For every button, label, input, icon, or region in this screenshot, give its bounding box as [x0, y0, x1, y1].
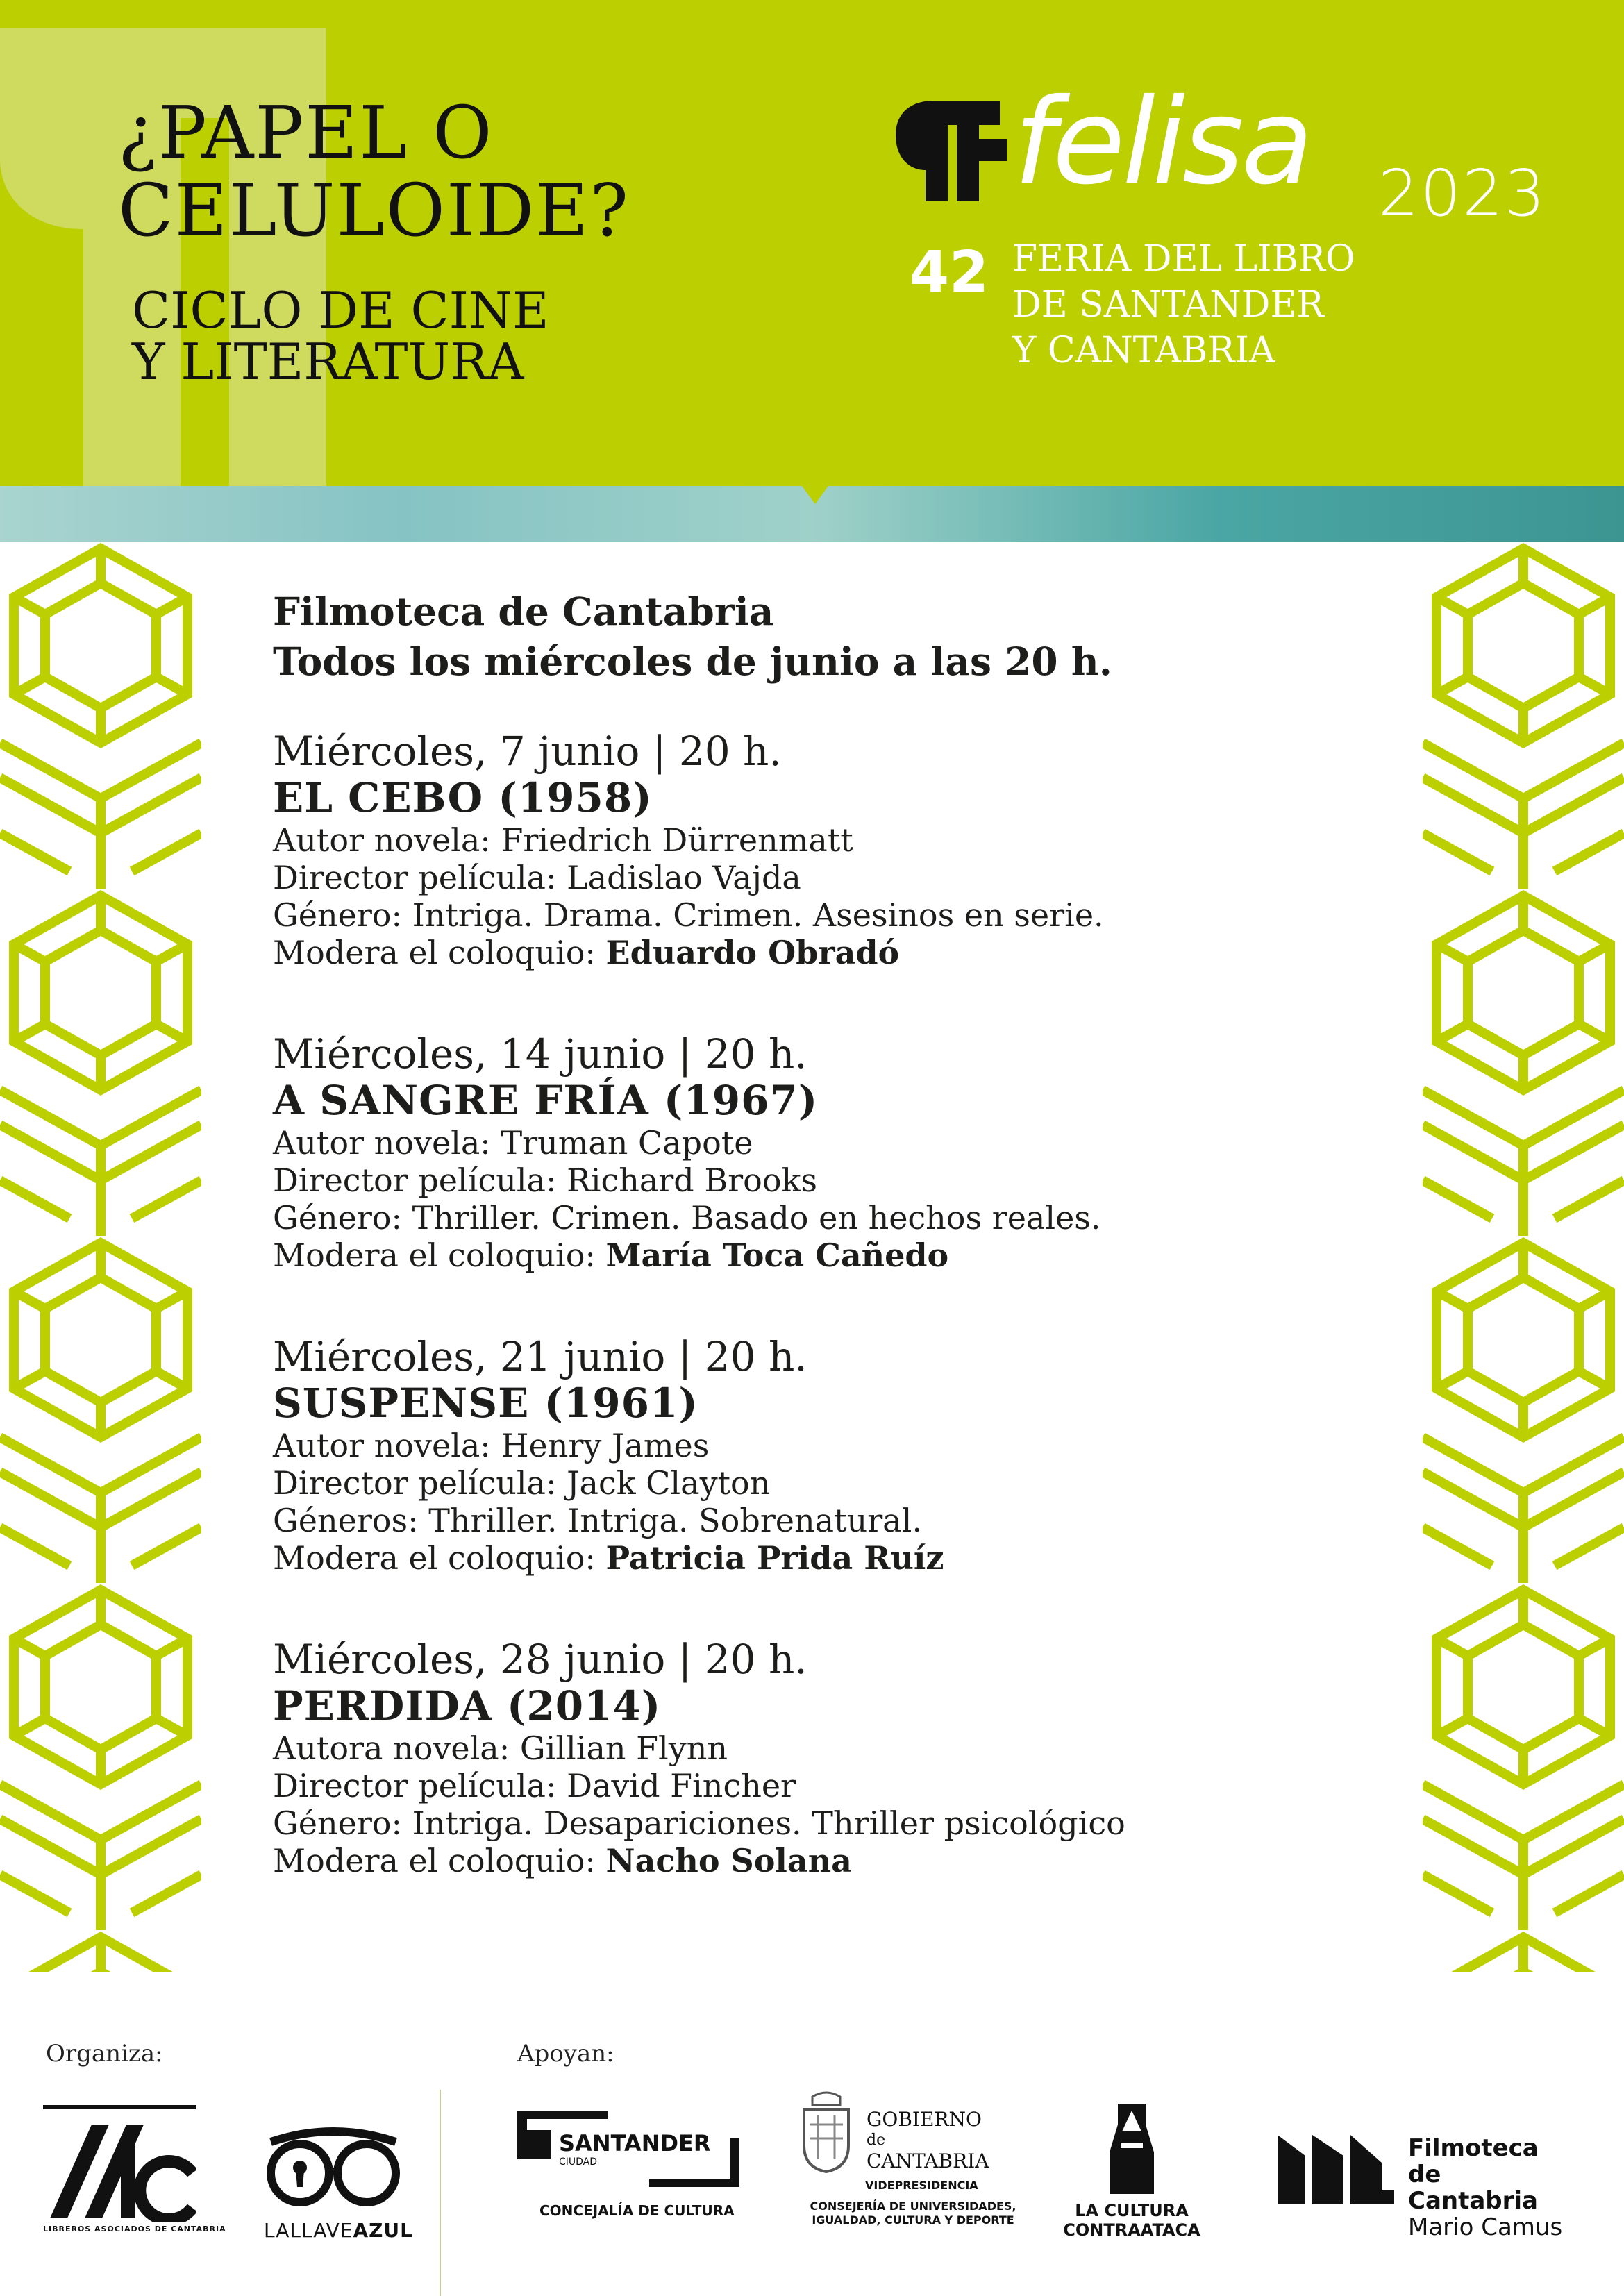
venue-info — [273, 587, 1398, 687]
gobierno-line: CANTABRIA — [867, 2150, 989, 2172]
apoyan-label: Apoyan: — [517, 2040, 614, 2068]
venue-name: Filmoteca de Cantabria — [273, 589, 774, 634]
fair-name-line: DE SANTANDER — [1012, 284, 1324, 326]
genre-value: Intriga. Desapariciones. Thriller psicológico — [412, 1804, 1125, 1842]
filmoteca-name — [1408, 2135, 1576, 2240]
santander-caption: CONCEJALÍA DE CULTURA — [539, 2202, 735, 2219]
genre-line — [273, 1804, 1398, 1842]
lallaveazul-text — [264, 2219, 414, 2242]
author-label: Autora novela: — [273, 1729, 510, 1767]
organiza-label: Organiza: — [46, 2040, 163, 2068]
cultura-text — [1062, 2201, 1201, 2240]
genre-label: Género: — [273, 1804, 402, 1842]
film-title: SUSPENSE (1961) — [273, 1380, 698, 1427]
schedule-text: Todos los miércoles de junio a las 20 h. — [273, 639, 1112, 684]
genre-value: Intriga. Drama. Crimen. Asesinos en serie. — [412, 896, 1104, 934]
lallaveazul-logo — [264, 2125, 414, 2243]
director-name: Ladislao Vajda — [567, 859, 801, 896]
author-line — [273, 1729, 1398, 1767]
moderator-name: Eduardo Obradó — [605, 934, 900, 971]
author-name: Henry James — [501, 1427, 710, 1464]
event-title — [118, 90, 630, 253]
author-label: Autor novela: — [273, 821, 491, 859]
director-name: Jack Clayton — [567, 1464, 771, 1502]
fair-name — [1012, 236, 1355, 374]
fair-name-line: Y CANTABRIA — [1012, 330, 1275, 371]
film-title: EL CEBO (1958) — [273, 774, 653, 821]
felisa-wordmark: felisa — [1014, 74, 1311, 211]
cultura-line: CONTRAATACA — [1063, 2220, 1200, 2240]
director-line — [273, 859, 1398, 896]
subtitle-line: CICLO DE CINE — [132, 281, 549, 340]
author-line — [273, 1124, 1398, 1162]
author-name: Truman Capote — [501, 1124, 753, 1162]
libreros-mark-icon — [43, 2104, 196, 2222]
azul-text: AZUL — [353, 2219, 414, 2242]
author-name: Friedrich Dürrenmatt — [501, 821, 853, 859]
genre-line — [273, 1199, 1398, 1237]
notch-pointer — [800, 483, 830, 504]
event-block — [273, 1031, 1398, 1274]
lallave-text: LALLAVE — [264, 2219, 353, 2242]
event-block — [273, 1334, 1398, 1577]
author-label: Autor novela: — [273, 1427, 491, 1464]
gobierno-cantabria-logo — [798, 2090, 1028, 2249]
moderator-name: Nacho Solana — [605, 1842, 852, 1879]
director-line — [273, 1464, 1398, 1502]
footer-divider — [440, 2090, 441, 2296]
director-name: David Fincher — [567, 1767, 796, 1804]
moderator-line — [273, 934, 1398, 971]
director-line — [273, 1162, 1398, 1199]
gobierno-caption — [798, 2199, 1028, 2227]
filmoteca-line: Mario Camus — [1408, 2213, 1563, 2241]
filmoteca-line: Filmoteca — [1408, 2134, 1539, 2162]
glasses-keyhole-icon — [264, 2125, 403, 2208]
event-date: Miércoles, 28 junio | 20 h. — [273, 1636, 807, 1683]
director-label: Director película: — [273, 1767, 557, 1804]
filmoteca-line: de Cantabria — [1408, 2161, 1538, 2215]
felisa-pilcrow-logo-icon — [896, 97, 1007, 201]
moderator-name: Patricia Prida Ruíz — [605, 1539, 944, 1577]
director-label: Director película: — [273, 1464, 557, 1502]
subtitle-line: Y LITERATURA — [132, 333, 524, 391]
title-line: CELULOIDE? — [118, 168, 630, 253]
genre-line — [273, 1502, 1398, 1539]
film-title: PERDIDA (2014) — [273, 1682, 662, 1729]
event-subtitle — [132, 281, 549, 391]
la-cultura-contraataca-logo — [1062, 2104, 1201, 2243]
director-label: Director película: — [273, 1162, 557, 1199]
filmoteca-m-icon — [1278, 2135, 1396, 2204]
left-geometric-pattern-icon — [0, 542, 201, 1972]
filmoteca-logo — [1278, 2134, 1576, 2241]
event-date: Miércoles, 14 junio | 20 h. — [273, 1030, 807, 1078]
gobierno-name — [867, 2109, 989, 2172]
santander-name: SANTANDER — [559, 2130, 711, 2156]
header-band — [0, 0, 1624, 486]
moderator-label: Modera el coloquio: — [273, 934, 596, 971]
author-label: Autor novela: — [273, 1124, 491, 1162]
gobierno-caption-line: IGUALDAD, CULTURA Y DEPORTE — [812, 2213, 1014, 2227]
genre-label: Género: — [273, 1199, 402, 1237]
title-line: ¿PAPEL O — [118, 90, 494, 175]
gobierno-vice: VIDEPRESIDENCIA — [865, 2179, 978, 2192]
event-date: Miércoles, 21 junio | 20 h. — [273, 1333, 807, 1380]
moderator-label: Modera el coloquio: — [273, 1539, 596, 1577]
santander-logo — [517, 2111, 739, 2249]
genre-value: Thriller. Crimen. Basado en hechos reales. — [412, 1199, 1101, 1237]
fair-edition-number: 42 — [910, 240, 989, 305]
cultura-line: LA CULTURA — [1075, 2201, 1189, 2220]
director-line — [273, 1767, 1398, 1804]
libreros-text: LIBREROS ASOCIADOS DE CANTABRIA — [43, 2224, 226, 2234]
director-label: Director película: — [273, 859, 557, 896]
gobierno-line: de — [867, 2131, 886, 2149]
director-name: Richard Brooks — [567, 1162, 817, 1199]
author-name: Gillian Flynn — [519, 1729, 728, 1767]
coat-of-arms-icon — [798, 2090, 854, 2173]
gobierno-line: GOBIERNO — [867, 2108, 982, 2131]
event-block — [273, 728, 1398, 971]
fair-year: 2023 — [1378, 156, 1547, 231]
genre-label: Géneros: — [273, 1502, 419, 1539]
gobierno-caption-line: CONSEJERÍA DE UNIVERSIDADES, — [810, 2199, 1016, 2213]
moderator-line — [273, 1842, 1398, 1879]
libreros-logo — [43, 2104, 226, 2243]
film-title: A SANGRE FRÍA (1967) — [273, 1077, 819, 1124]
program-content — [273, 587, 1398, 1879]
event-date: Miércoles, 7 junio | 20 h. — [273, 728, 782, 775]
event-block — [273, 1636, 1398, 1879]
moderator-label: Modera el coloquio: — [273, 1237, 596, 1274]
genre-value: Thriller. Intriga. Sobrenatural. — [428, 1502, 922, 1539]
author-line — [273, 1427, 1398, 1464]
santander-sub: CIUDAD — [559, 2156, 598, 2168]
author-line — [273, 821, 1398, 859]
mask-figure-icon — [1062, 2104, 1201, 2194]
moderator-name: María Toca Cañedo — [605, 1237, 949, 1274]
genre-label: Género: — [273, 896, 402, 934]
fair-name-line: FERIA DEL LIBRO — [1012, 238, 1355, 280]
moderator-label: Modera el coloquio: — [273, 1842, 596, 1879]
moderator-line — [273, 1237, 1398, 1274]
genre-line — [273, 896, 1398, 934]
moderator-line — [273, 1539, 1398, 1577]
right-geometric-pattern-icon — [1423, 542, 1624, 1972]
